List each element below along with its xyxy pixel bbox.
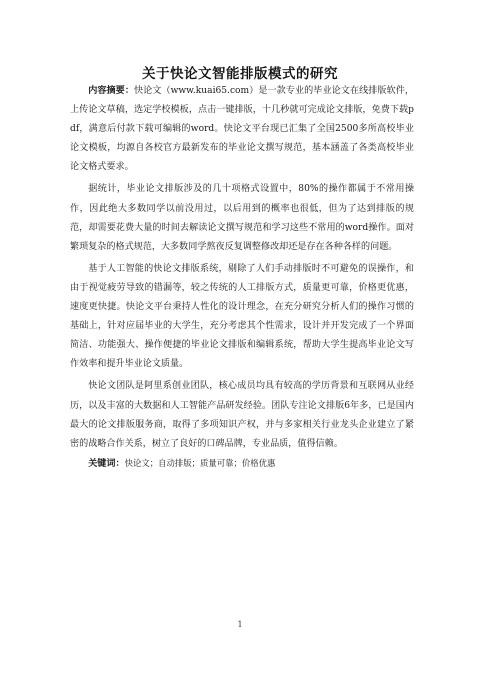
abstract-paragraph <box>70 82 414 177</box>
page-number: 1 <box>237 620 243 629</box>
document-body <box>70 82 414 474</box>
body-paragraph-2: 基于人工智能的快论文排版系统，剔除了人们手动排版时不可避免的误操作，和由于视觉疲劳导致的错漏等，较之传统的人工排版方式，质量更可靠，价格更优惠，速度更快捷。快论文平台秉持人性化的设计理念，在充分研究分析人们的操作习惯的基础上，针对应届毕业的大学生，充分考虑其个性需求，设计并开发完成了一个界面简洁、功能强大、操作便捷的毕业论文排版和编辑系统，帮助大学生提高毕业论文写作效率和提升毕业论文质量。 <box>70 263 414 370</box>
keywords-line <box>70 454 414 474</box>
keywords-label: 关键词： <box>88 458 125 469</box>
body-paragraph-3: 快论文团队是阿里系创业团队，核心成员均具有较高的学历背景和互联网从业经历，以及丰富的大数据和人工智能产品研发经验。团队专注论文排版6年多，已是国内最大的论文排版服务商，取得了多项知识产权，并与多家相关行业龙头企业建立了紧密的战略合作关系，树立了良好的口碑品牌，专业品质，值得信赖。 <box>70 381 414 449</box>
abstract-text: 快论文（www.kuai65.com）是一款专业的毕业论文在线排版软件，上传论文草稿，选定学校模板，点击一键排版，十几秒就可完成论文排版，免费下载pdf，满意后付款下载可编辑的word。快论文平台现已汇集了全国2500多所高校毕业论文模板，均源自各校官方最新发布的毕业论文撰写规范，基本涵盖了各类高校毕业论文格式要求。 <box>70 86 414 173</box>
body-paragraph-1: 据统计，毕业论文排版涉及的几十项格式设置中，80%的操作都属于不常用操作，因此绝大多数同学以前没用过，以后用到的概率也很低，但为了达到排版的规范，却需要花费大量的时间去解读论文撰写规范和学习这些不常用的word操作。面对繁琐复杂的格式规范，大多数同学熬夜反复调整修改却还是存在各种各样的问题。 <box>70 184 414 252</box>
document-title: 关于快论文智能排版模式的研究 <box>142 66 338 82</box>
abstract-label: 内容摘要： <box>88 86 134 96</box>
keywords-text: 快论文；自动排版；质量可靠；价格优惠 <box>124 457 276 468</box>
